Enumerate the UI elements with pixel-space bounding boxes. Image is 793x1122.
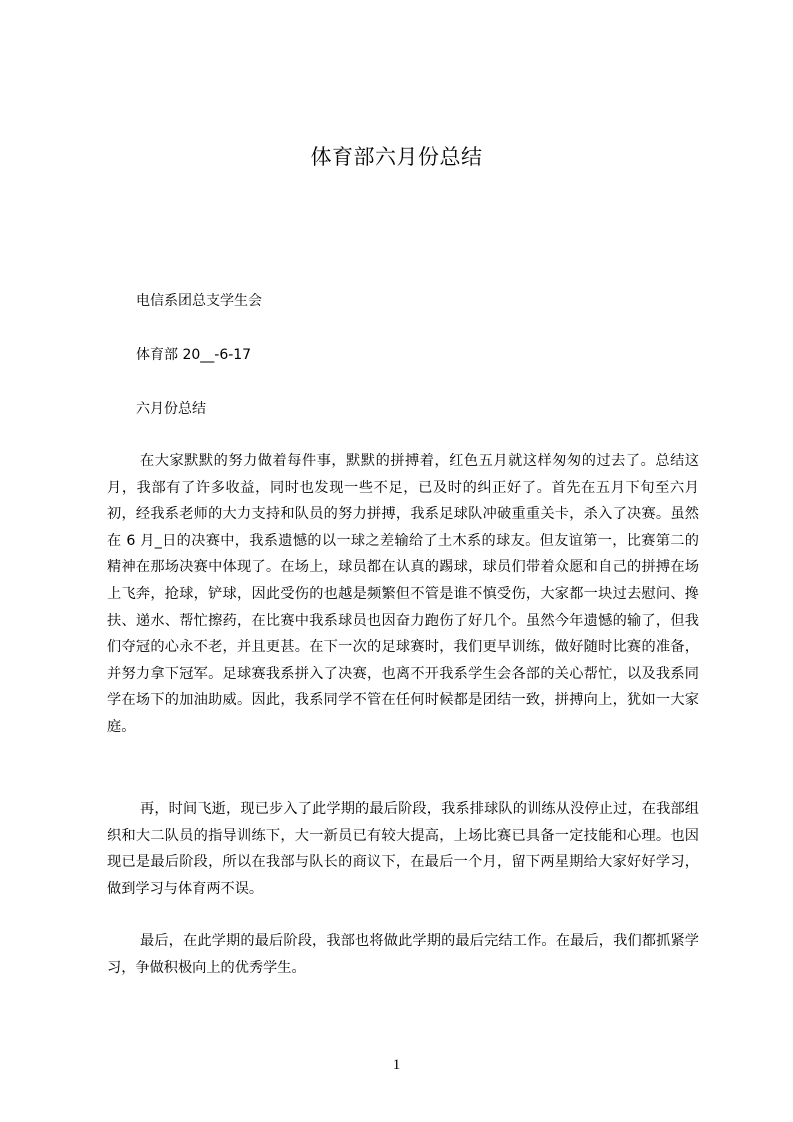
paragraph-volleyball: 再，时间飞逝，现已步入了此学期的最后阶段，我系排球队的训练从没停止过，在我部组织和大二队员的指导训练下，大一新员已有较大提高，上场比赛已具备一定技能和心理。也因现已是最后阶段，所以在我部与队长的商议下，在最后一个月，留下两星期给大家好好学习，做到学习与体育两不误。	[107, 801, 699, 897]
subtitle-line: 六月份总结	[136, 401, 206, 417]
paragraph-closing: 最后，在此学期的最后阶段，我部也将做此学期的最后完结工作。在最后，我们都抓紧学习，争做积极向上的优秀学生。	[107, 933, 699, 976]
organization-line: 电信系团总支学生会	[136, 293, 262, 309]
department-date-line: 体育部 20__-6-17	[136, 347, 252, 363]
paragraph-football: 在大家默默的努力做着每件事，默默的拼搏着，红色五月就这样匆匆的过去了。总结这月，我部有了许多收益，同时也发现一些不足，已及时的纠正好了。首先在五月下旬至六月初，经我系老师的大力支持和队员的努力拼搏，我系足球队冲破重重关卡，杀入了决赛。虽然在 6 月_日的决赛中，我系遗憾的以一球之差输给了土木系的球友。但友谊第一，比赛第二的精神在那场决赛中体现了。在场上，球员都在认真的踢球，球员们带着众愿和自己的拼搏在场上飞奔，抢球，铲球，因此受伤的也越是频繁但不管是谁不慎受伤，大家都一块过去慰问、搀扶、递水、帮忙擦药，在比赛中我系球员也因奋力跑伤了好几个。虽然今年遗憾的输了，但我们夺冠的心永不老，并且更甚。在下一次的足球赛时，我们更早训练，做好随时比赛的准备，并努力拿下冠军。足球赛我系拼入了决赛，也离不开我系学生会各部的关心帮忙，以及我系同学在场下的加油助威。因此，我系同学不管在任何时候都是团结一致，拼搏向上，犹如一大家庭。	[107, 453, 699, 735]
page-number: 1	[392, 1057, 401, 1073]
document-title: 体育部六月份总结	[310, 145, 483, 169]
